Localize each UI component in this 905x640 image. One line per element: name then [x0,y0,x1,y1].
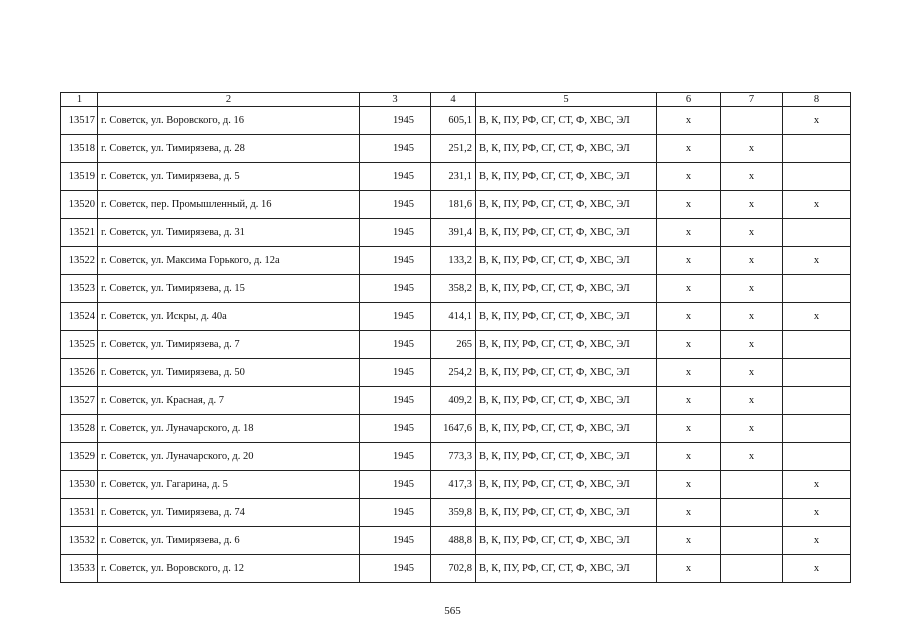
cell-col-6-mark: х [657,219,721,247]
cell-col-7-mark: х [721,275,783,303]
cell-year: 1945 [360,499,431,527]
cell-systems: В, К, ПУ, РФ, СГ, СТ, Ф, ХВС, ЭЛ [476,527,657,555]
cell-col-8-mark [783,359,851,387]
table-row [61,135,851,163]
cell-address: г. Советск, пер. Промышленный, д. 16 [98,191,360,219]
cell-year: 1945 [360,415,431,443]
cell-record-number: 13532 [61,527,98,555]
cell-col-8-mark: х [783,303,851,331]
cell-col-8-mark: х [783,555,851,583]
cell-col-8-mark: х [783,471,851,499]
cell-year: 1945 [360,359,431,387]
cell-col-7-mark [721,527,783,555]
table-row [61,303,851,331]
cell-year: 1945 [360,275,431,303]
cell-record-number: 13529 [61,443,98,471]
table-row [61,219,851,247]
cell-col-8-mark [783,331,851,359]
table-row [61,275,851,303]
cell-col-8-mark [783,163,851,191]
cell-record-number: 13519 [61,163,98,191]
cell-col-6-mark: х [657,443,721,471]
cell-address: г. Советск, ул. Тимирязева, д. 15 [98,275,360,303]
cell-area: 181,6 [431,191,476,219]
cell-year: 1945 [360,471,431,499]
table-row [61,471,851,499]
cell-col-6-mark: х [657,135,721,163]
table-row [61,527,851,555]
cell-col-7-mark: х [721,191,783,219]
cell-systems: В, К, ПУ, РФ, СГ, СТ, Ф, ХВС, ЭЛ [476,135,657,163]
cell-col-6-mark: х [657,415,721,443]
header-col-1: 1 [61,93,98,107]
cell-col-8-mark: х [783,527,851,555]
document-sheet [60,92,851,583]
table-body [61,107,851,583]
header-col-7: 7 [721,93,783,107]
cell-col-7-mark: х [721,443,783,471]
cell-col-7-mark [721,499,783,527]
cell-area: 773,3 [431,443,476,471]
cell-address: г. Советск, ул. Красная, д. 7 [98,387,360,415]
cell-record-number: 13525 [61,331,98,359]
cell-col-7-mark [721,471,783,499]
cell-year: 1945 [360,163,431,191]
cell-record-number: 13530 [61,471,98,499]
cell-col-6-mark: х [657,527,721,555]
cell-systems: В, К, ПУ, РФ, СГ, СТ, Ф, ХВС, ЭЛ [476,359,657,387]
cell-record-number: 13528 [61,415,98,443]
table-row [61,443,851,471]
cell-col-8-mark [783,443,851,471]
cell-year: 1945 [360,219,431,247]
cell-year: 1945 [360,555,431,583]
cell-record-number: 13524 [61,303,98,331]
header-col-2: 2 [98,93,360,107]
table-row [61,499,851,527]
cell-year: 1945 [360,247,431,275]
cell-address: г. Советск, ул. Луначарского, д. 18 [98,415,360,443]
cell-col-6-mark: х [657,499,721,527]
cell-address: г. Советск, ул. Максима Горького, д. 12а [98,247,360,275]
cell-col-7-mark: х [721,219,783,247]
cell-year: 1945 [360,331,431,359]
cell-area: 417,3 [431,471,476,499]
cell-col-7-mark: х [721,135,783,163]
cell-address: г. Советск, ул. Луначарского, д. 20 [98,443,360,471]
table-row [61,387,851,415]
cell-record-number: 13527 [61,387,98,415]
cell-col-8-mark [783,219,851,247]
cell-year: 1945 [360,107,431,135]
cell-systems: В, К, ПУ, РФ, СГ, СТ, Ф, ХВС, ЭЛ [476,107,657,135]
cell-address: г. Советск, ул. Тимирязева, д. 7 [98,331,360,359]
header-col-5: 5 [476,93,657,107]
cell-record-number: 13526 [61,359,98,387]
cell-record-number: 13523 [61,275,98,303]
cell-col-7-mark [721,555,783,583]
cell-record-number: 13522 [61,247,98,275]
cell-col-6-mark: х [657,303,721,331]
housing-registry-table [60,92,851,583]
cell-col-6-mark: х [657,387,721,415]
cell-col-6-mark: х [657,555,721,583]
cell-col-6-mark: х [657,471,721,499]
cell-address: г. Советск, ул. Воровского, д. 16 [98,107,360,135]
cell-col-7-mark: х [721,415,783,443]
cell-year: 1945 [360,387,431,415]
cell-area: 358,2 [431,275,476,303]
cell-col-8-mark: х [783,247,851,275]
table-row [61,415,851,443]
cell-col-6-mark: х [657,107,721,135]
cell-area: 702,8 [431,555,476,583]
cell-year: 1945 [360,191,431,219]
cell-record-number: 13517 [61,107,98,135]
cell-area: 265 [431,331,476,359]
cell-col-8-mark [783,275,851,303]
cell-col-7-mark: х [721,387,783,415]
cell-area: 359,8 [431,499,476,527]
cell-col-6-mark: х [657,247,721,275]
cell-col-6-mark: х [657,275,721,303]
cell-area: 133,2 [431,247,476,275]
cell-address: г. Советск, ул. Тимирязева, д. 28 [98,135,360,163]
header-row [61,93,851,107]
cell-area: 231,1 [431,163,476,191]
header-col-4: 4 [431,93,476,107]
cell-systems: В, К, ПУ, РФ, СГ, СТ, Ф, ХВС, ЭЛ [476,471,657,499]
cell-address: г. Советск, ул. Тимирязева, д. 74 [98,499,360,527]
cell-systems: В, К, ПУ, РФ, СГ, СТ, Ф, ХВС, ЭЛ [476,163,657,191]
page-number: 565 [444,605,461,617]
cell-year: 1945 [360,135,431,163]
table-row [61,191,851,219]
cell-area: 414,1 [431,303,476,331]
cell-address: г. Советск, ул. Тимирязева, д. 5 [98,163,360,191]
cell-year: 1945 [360,443,431,471]
cell-col-7-mark: х [721,303,783,331]
cell-col-8-mark: х [783,191,851,219]
table-row [61,107,851,135]
table-row [61,331,851,359]
table-header [61,93,851,107]
cell-col-8-mark [783,387,851,415]
cell-year: 1945 [360,303,431,331]
cell-systems: В, К, ПУ, РФ, СГ, СТ, Ф, ХВС, ЭЛ [476,247,657,275]
header-col-8: 8 [783,93,851,107]
cell-col-6-mark: х [657,163,721,191]
cell-col-8-mark [783,135,851,163]
cell-record-number: 13521 [61,219,98,247]
cell-record-number: 13520 [61,191,98,219]
cell-record-number: 13531 [61,499,98,527]
cell-record-number: 13518 [61,135,98,163]
cell-address: г. Советск, ул. Гагарина, д. 5 [98,471,360,499]
cell-area: 409,2 [431,387,476,415]
cell-area: 254,2 [431,359,476,387]
cell-record-number: 13533 [61,555,98,583]
cell-systems: В, К, ПУ, РФ, СГ, СТ, Ф, ХВС, ЭЛ [476,303,657,331]
cell-systems: В, К, ПУ, РФ, СГ, СТ, Ф, ХВС, ЭЛ [476,387,657,415]
cell-address: г. Советск, ул. Тимирязева, д. 6 [98,527,360,555]
cell-systems: В, К, ПУ, РФ, СГ, СТ, Ф, ХВС, ЭЛ [476,275,657,303]
cell-address: г. Советск, ул. Воровского, д. 12 [98,555,360,583]
cell-systems: В, К, ПУ, РФ, СГ, СТ, Ф, ХВС, ЭЛ [476,415,657,443]
cell-area: 605,1 [431,107,476,135]
cell-area: 488,8 [431,527,476,555]
cell-col-8-mark [783,415,851,443]
cell-systems: В, К, ПУ, РФ, СГ, СТ, Ф, ХВС, ЭЛ [476,219,657,247]
cell-col-7-mark: х [721,331,783,359]
cell-systems: В, К, ПУ, РФ, СГ, СТ, Ф, ХВС, ЭЛ [476,191,657,219]
cell-col-7-mark: х [721,247,783,275]
cell-area: 391,4 [431,219,476,247]
cell-col-6-mark: х [657,191,721,219]
table-row [61,359,851,387]
cell-col-8-mark: х [783,107,851,135]
table-row [61,247,851,275]
header-col-6: 6 [657,93,721,107]
cell-col-7-mark: х [721,163,783,191]
header-col-3: 3 [360,93,431,107]
cell-col-6-mark: х [657,359,721,387]
table-row [61,555,851,583]
cell-col-7-mark [721,107,783,135]
cell-systems: В, К, ПУ, РФ, СГ, СТ, Ф, ХВС, ЭЛ [476,331,657,359]
cell-col-7-mark: х [721,359,783,387]
cell-col-6-mark: х [657,331,721,359]
cell-col-8-mark: х [783,499,851,527]
cell-systems: В, К, ПУ, РФ, СГ, СТ, Ф, ХВС, ЭЛ [476,499,657,527]
cell-area: 251,2 [431,135,476,163]
cell-address: г. Советск, ул. Тимирязева, д. 50 [98,359,360,387]
cell-systems: В, К, ПУ, РФ, СГ, СТ, Ф, ХВС, ЭЛ [476,555,657,583]
table-row [61,163,851,191]
cell-address: г. Советск, ул. Искры, д. 40а [98,303,360,331]
cell-systems: В, К, ПУ, РФ, СГ, СТ, Ф, ХВС, ЭЛ [476,443,657,471]
cell-year: 1945 [360,527,431,555]
cell-area: 1647,6 [431,415,476,443]
cell-address: г. Советск, ул. Тимирязева, д. 31 [98,219,360,247]
